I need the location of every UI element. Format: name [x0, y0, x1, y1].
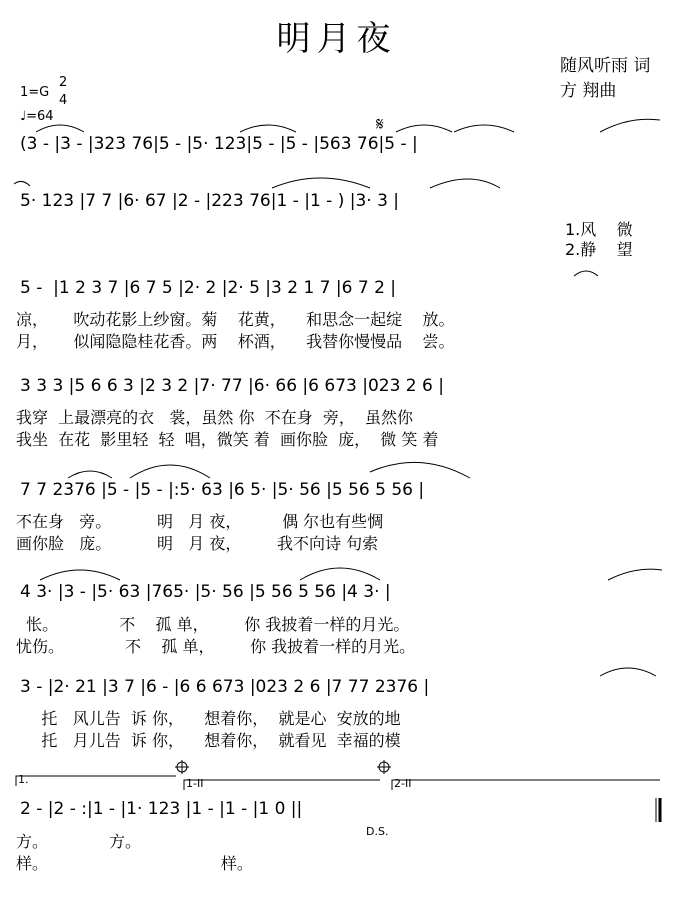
time-signature-denominator: 4	[59, 93, 68, 108]
system-1-notes: (3 - |3 - |323 76|5 - |5· 123|5 - |5 - |563 76|5 - |	[20, 134, 418, 154]
slur	[608, 569, 662, 580]
volta-1-bracket	[16, 773, 176, 786]
slur	[430, 179, 500, 188]
slur	[68, 471, 112, 478]
system-4-notes: 3 3 3 |5 6 6 3 |2 3 2 |7· 77 |6· 66 |6 673 |023 2 6 |	[20, 376, 444, 396]
slur	[272, 178, 370, 188]
system-6-lyric-2: 忧伤。 不 孤 单， 你 我披着一样的月光。	[16, 637, 416, 656]
system-3-lyric-2: 月， 似闻隐隐桂花香。两 杯酒， 我替你慢慢品 尝。	[16, 332, 455, 351]
time-signature-numerator: 2	[59, 75, 68, 90]
volta-1-2-label: 1-II	[186, 777, 204, 790]
slur	[574, 271, 598, 276]
system-7-notes: 3 - |2· 21 |3 7 |6 - |6 6 673 |023 2 6 |7 77 2376 |	[20, 677, 430, 697]
slur	[454, 125, 514, 132]
system-8-notes: 2 - |2 - :|1 - |1· 123 |1 - |1 - |1 0 ||	[20, 799, 303, 819]
system-7-lyric-1: 托 风儿告 诉 你， 想着你， 就是心 安放的地	[16, 709, 401, 728]
system-2-notes: 5· 123 |7 7 |6· 67 |2 - |223 76|1 - |1 - ) |3· 3 |	[20, 191, 400, 211]
slur	[36, 125, 84, 132]
system-6-notes: 4 3· |3 - |5· 63 |765· |5· 56 |5 56 5 56 |4 3· |	[20, 582, 391, 602]
slur	[40, 570, 120, 580]
slur	[600, 668, 656, 676]
composer-credit: 方 翔曲	[560, 81, 617, 101]
system-8-lyric-1: 方。 方。	[16, 832, 142, 851]
system-4-lyric-1: 我穿 上最漂亮的衣 裳，虽然 你 不在身 旁， 虽然你	[16, 408, 414, 427]
slur	[14, 181, 30, 186]
slur	[600, 119, 660, 132]
system-2-lyric-2: 2.静 望	[565, 240, 633, 259]
key-signature: 1=G	[20, 85, 50, 100]
coda-symbol-2	[379, 762, 389, 772]
system-3-lyric-1: 凉， 吹动花影上纱窗。菊 花黄， 和思念一起绽 放。	[16, 310, 455, 329]
system-5-notes: 7 7 2376 |5 - |5 - |:5· 63 |6 5· |5· 56 |5 56 5 56 |	[20, 480, 425, 500]
segno-symbol: 𝄋	[376, 114, 384, 135]
system-4-lyric-2: 我坐 在花 影里轻 轻 唱，微笑 着 画你脸 庞， 微 笑 着	[16, 430, 439, 449]
lyricist-credit: 随风听雨 词	[560, 56, 651, 76]
system-7-lyric-2: 托 月儿告 诉 你， 想着你， 就看见 幸福的模	[16, 731, 401, 750]
slur	[130, 465, 210, 478]
system-3-notes: 5 - |1 2 3 7 |6 7 5 |2· 2 |2· 5 |3 2 1 7 |6 7 2 |	[20, 278, 397, 298]
page-title: 明月夜	[276, 19, 397, 59]
system-6-lyric-1: 怅。 不 孤 单， 你 我披着一样的月光。	[16, 615, 410, 634]
slur	[370, 462, 470, 478]
volta-1-2-bracket	[184, 777, 380, 790]
slur	[396, 125, 452, 132]
system-2-lyric-1: 1.风 微	[565, 220, 633, 239]
slur	[300, 568, 380, 580]
system-5-lyric-1: 不在身 旁。 明 月 夜， 偶 尔也有些惆	[16, 512, 384, 531]
coda-symbol-1	[177, 762, 187, 772]
volta-2-2-bracket	[392, 777, 660, 790]
ds-marking: D.S.	[366, 825, 389, 838]
volta-2-2-label: 2-II	[394, 777, 412, 790]
slur	[240, 125, 296, 132]
volta-1-label: 1.	[18, 773, 29, 786]
tempo-marking: ♩=64	[20, 109, 54, 124]
system-8-lyric-2: 样。 样。	[16, 854, 253, 873]
system-5-lyric-2: 画你脸 庞。 明 月 夜， 我不向诗 句索	[16, 534, 379, 553]
